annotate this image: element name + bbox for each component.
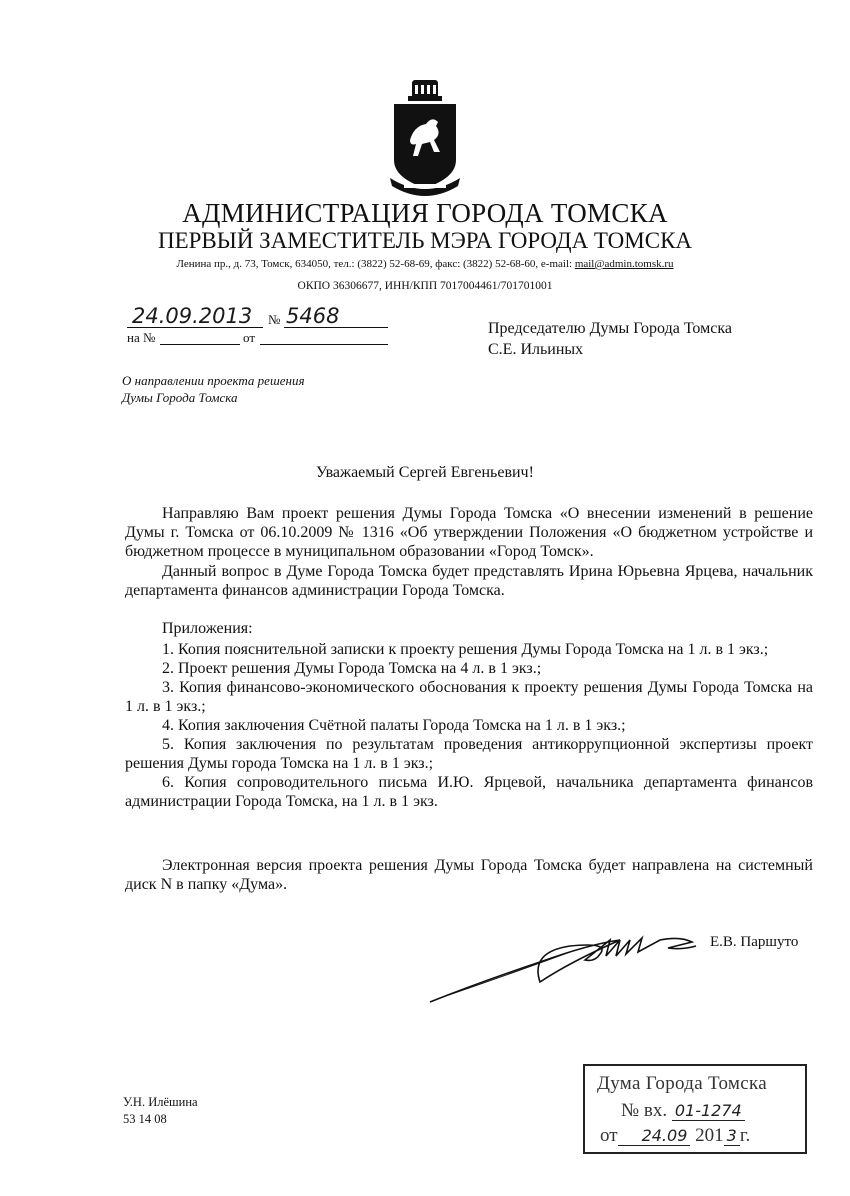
addressee — [488, 318, 732, 360]
reply-to-date-label: от — [243, 330, 256, 345]
greeting: Уважаемый Сергей Евгеньевич! — [316, 464, 534, 481]
attachment-item: 4. Копия заключения Счётной палаты Города Томска на 1 л. в 1 экз.; — [162, 717, 626, 734]
letter-subject — [122, 372, 305, 406]
outgoing-date: 24.09.2013 — [132, 304, 253, 328]
executor-info — [123, 1094, 198, 1128]
org-codes: ОКПО 36306677, ИНН/КПП 7017004461/701701001 — [297, 280, 553, 292]
outgoing-number: 5468 — [286, 304, 340, 328]
email-link[interactable]: mail@admin.tomsk.ru — [574, 258, 674, 270]
attachments-list — [125, 640, 813, 811]
reply-to-number-label: на № — [127, 330, 156, 345]
body-paragraph: Электронная версия проекта решения Думы Города Томска будет направлена на системный диск N в папку «Дума». — [125, 857, 813, 893]
outgoing-number-label: № — [268, 312, 281, 327]
executor-phone: 53 14 08 — [123, 1112, 167, 1126]
subject-line: О направлении проекта решения — [122, 373, 305, 388]
stamp-date-row — [600, 1122, 750, 1149]
stamp-number-row — [621, 1097, 745, 1124]
stamp-date: 24.09 — [618, 1126, 691, 1146]
subject-line: Думы Города Томска — [122, 390, 238, 405]
contacts-line — [0, 258, 850, 270]
attachment-item: 6. Копия сопроводительного письма И.Ю. Ярцевой, начальника департамента финансов администрации Города Томска, на 1 л. в 1 экз. — [125, 774, 813, 810]
incoming-registration-stamp — [583, 1064, 807, 1154]
position-title: ПЕРВЫЙ ЗАМЕСТИТЕЛЬ МЭРА ГОРОДА ТОМСКА — [157, 228, 693, 253]
body-paragraph: Данный вопрос в Думе Города Томска будет представлять Ирина Юрьевна Ярцева, начальник департамента финансов администрации Города Томска. — [125, 563, 813, 599]
attachment-item: 5. Копия заключения по результатам проведения антикоррупционной экспертизы проект решения Думы города Томска на 1 л. в 1 экз.; — [125, 736, 813, 772]
attachments-title: Приложения: — [162, 620, 253, 637]
stamp-year-suffix: г. — [739, 1125, 751, 1146]
attachment-item: 1. Копия пояснительной записки к проекту решения Думы Города Томска на 1 л. в 1 экз.; — [162, 641, 769, 658]
stamp-title: Дума Города Томска — [597, 1073, 767, 1094]
stamp-year-prefix: 201 — [695, 1125, 724, 1146]
addressee-name: С.Е. Ильиных — [488, 341, 584, 358]
address-text: Ленина пр., д. 73, Томск, 634050, тел.: (3822) 52-68-69, факс: (3822) 52-68-60, e-mail: — [176, 258, 575, 270]
handwritten-signature — [420, 922, 710, 1012]
stamp-date-label: от — [600, 1125, 618, 1146]
body-paragraph: Направляю Вам проект решения Думы Города Томска «О внесении изменений в решение Думы г. Томска от 06.10.2009 № 1316 «Об утверждении Положения «О бюджетном устройстве и бюджетном процессе в муниципальном образовании «Город Томск». — [125, 505, 813, 560]
addressee-title: Председателю Думы Города Томска — [488, 320, 732, 337]
attachment-item: 2. Проект решения Думы Города Томска на 4 л. в 1 экз.; — [162, 660, 542, 677]
stamp-year-digit: 3 — [724, 1126, 740, 1146]
stamp-number: 01-1274 — [672, 1101, 745, 1121]
executor-name: У.Н. Илёшина — [123, 1095, 198, 1109]
stamp-number-label: № вх. — [621, 1100, 668, 1121]
tomsk-coat-of-arms-icon — [388, 78, 462, 196]
org-name: АДМИНИСТРАЦИЯ ГОРОДА ТОМСКА — [182, 198, 668, 228]
attachment-item: 3. Копия финансово-экономического обоснования к проекту решения Думы Города Томска на 1 л. в 1 экз.; — [125, 679, 813, 715]
signer-name: Е.В. Паршуто — [710, 934, 799, 950]
